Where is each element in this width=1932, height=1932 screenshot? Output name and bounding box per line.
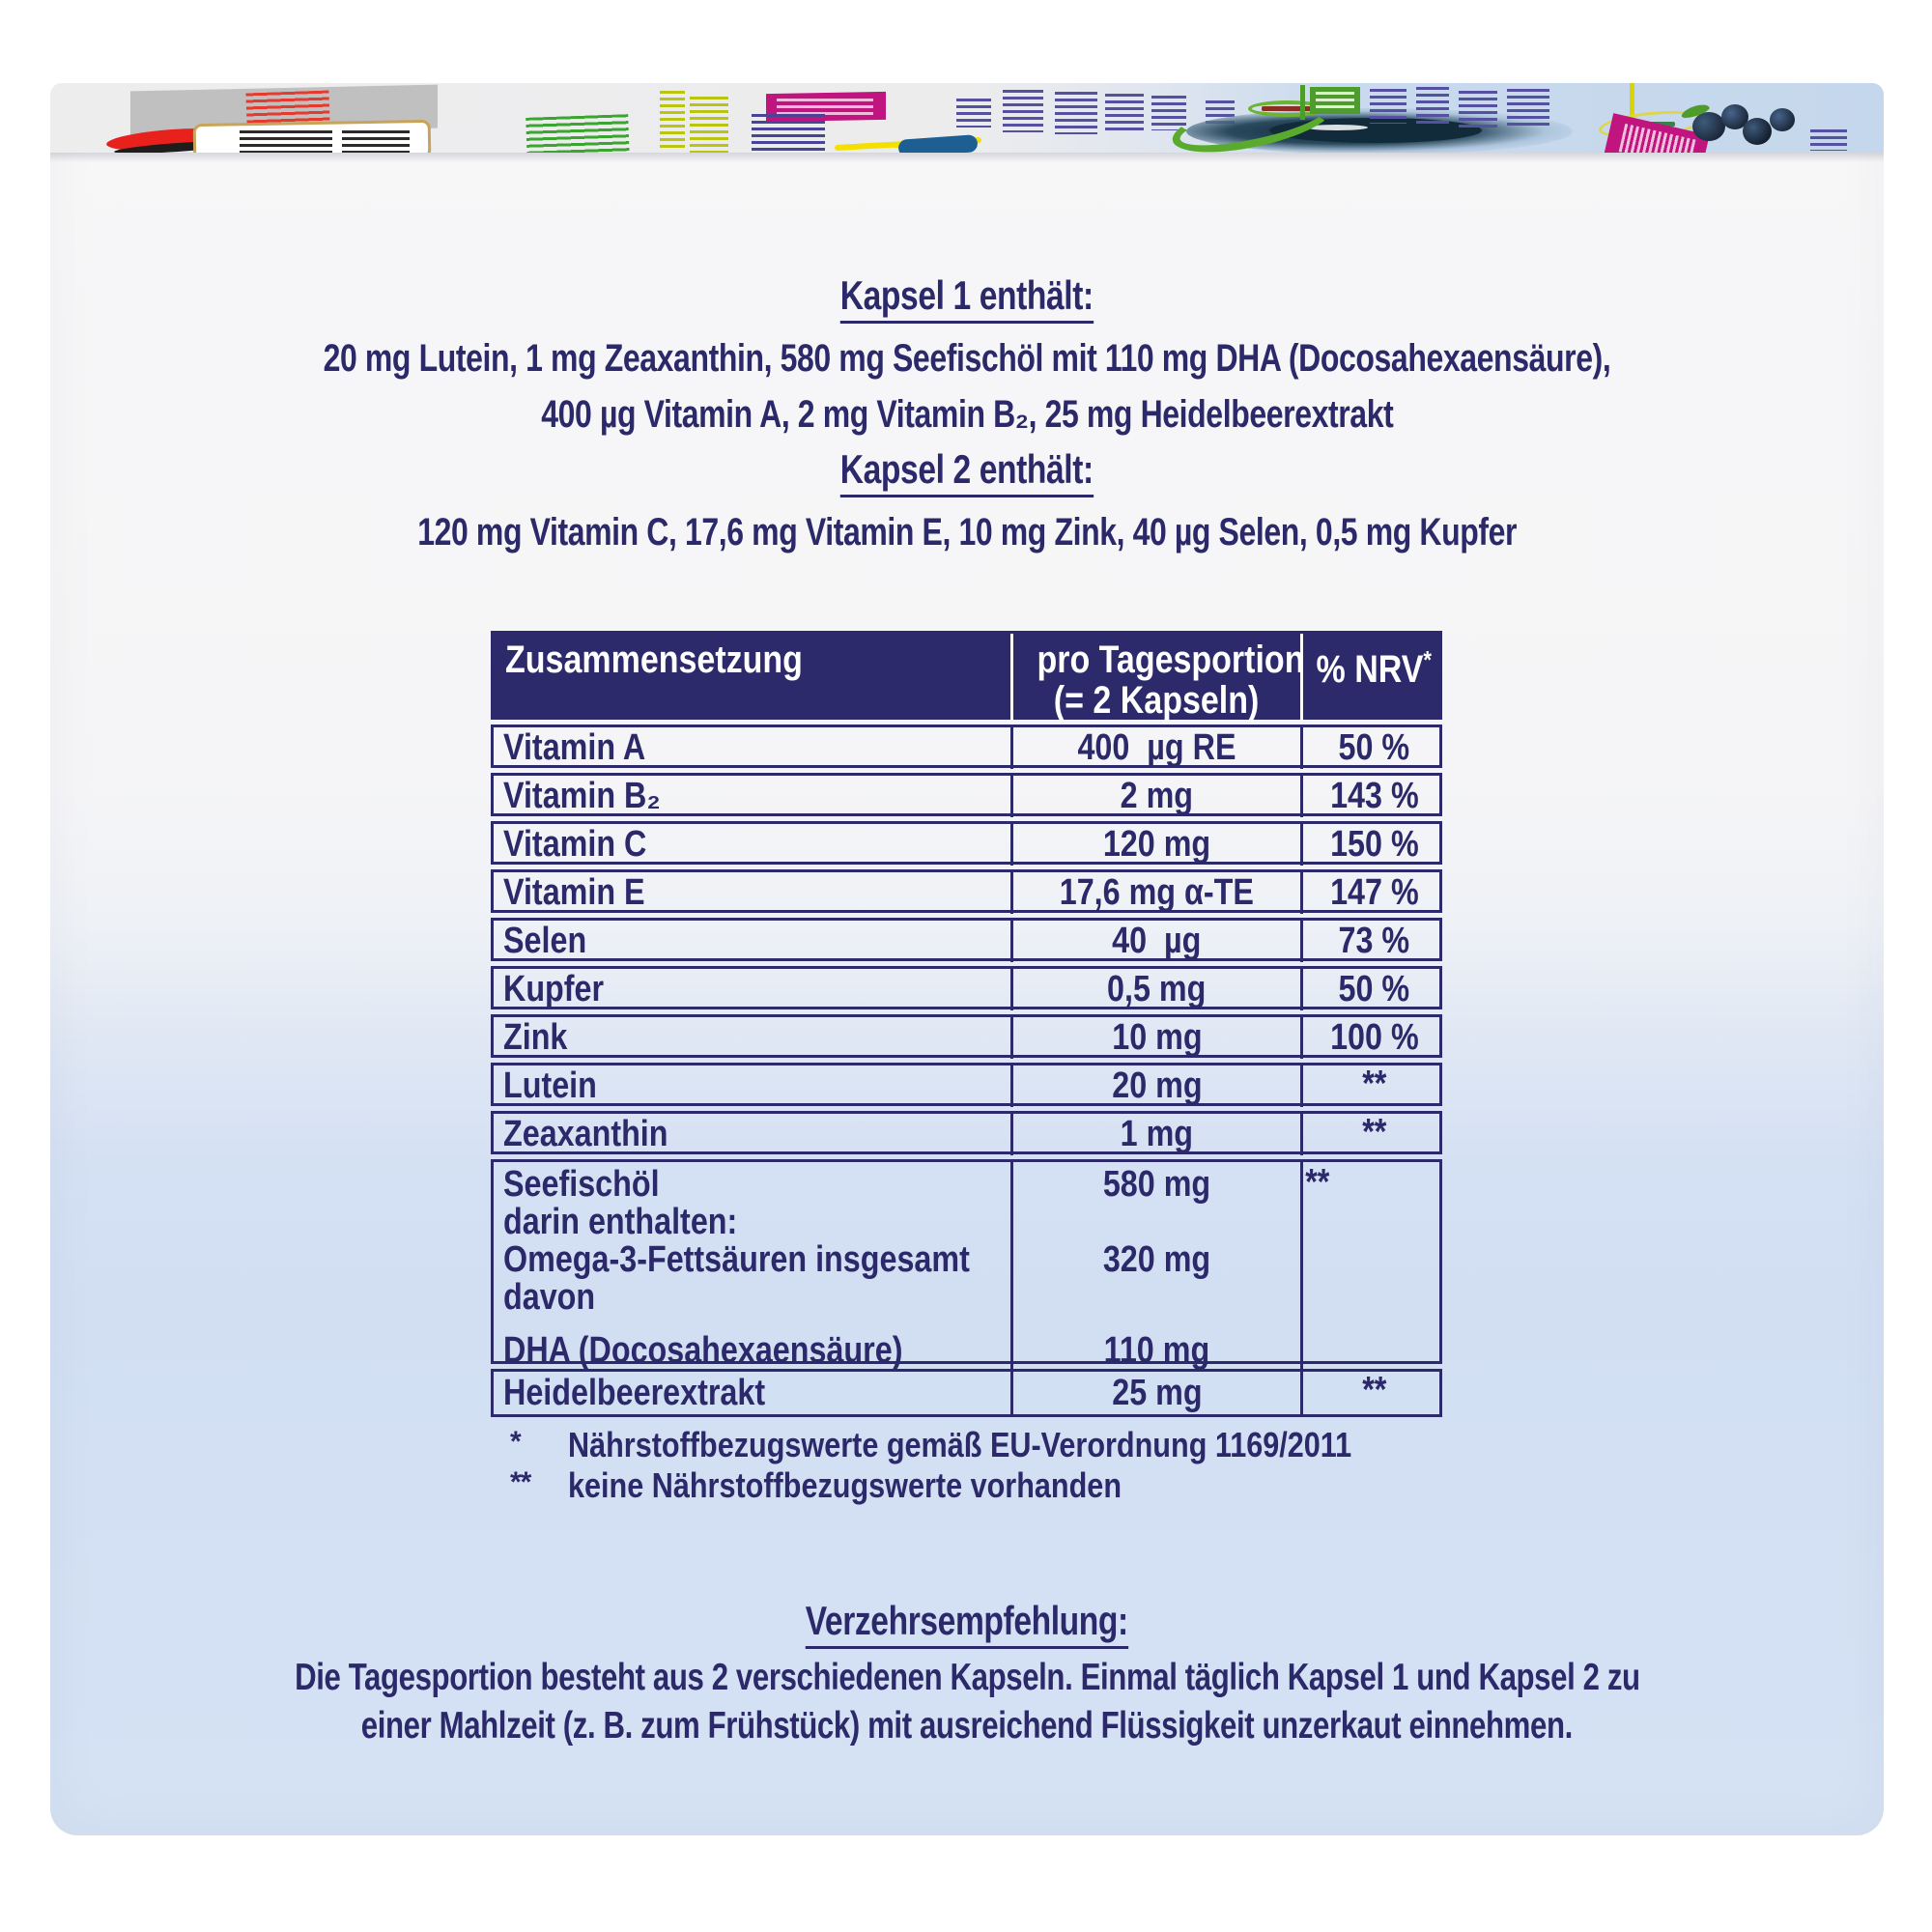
kapsel2-heading-text: Kapsel 2 enthält: [840, 446, 1094, 497]
kapsel1-line2: 400 µg Vitamin A, 2 mg Vitamin B₂, 25 mg Heidelbeerextrakt [540, 393, 1394, 436]
flap-ingredient-text-1 [956, 99, 991, 128]
flap-gold-box-text-2 [342, 130, 410, 153]
table-row-seefischoel-group: Seefischöl darin enthalten: Omega-3-Fettsäuren insgesamt davon DHA (Docosahexaensäure) 580 mg 320 mg 110 mg ** [491, 1159, 1442, 1364]
verzehr-heading-text: Verzehrsempfehlung: [806, 1598, 1128, 1649]
kapsel1-heading [50, 272, 1884, 319]
header-nrv: % NRV* [1300, 634, 1445, 721]
flap-purple-text-block [752, 114, 825, 153]
kapsel1-line1: 20 mg Lutein, 1 mg Zeaxanthin, 580 mg Seefischöl mit 110 mg DHA (Docosahexaensäure), [323, 337, 1611, 380]
flap-fold-shadow [50, 153, 1884, 162]
footnotes [510, 1426, 1490, 1507]
table-row-vitamin-b2: Vitamin B₂ 2 mg 143 % [491, 773, 1442, 816]
verzehr-heading [50, 1598, 1884, 1644]
table-row-selen: Selen 40 µg 73 % [491, 918, 1442, 961]
flap-ingredient-text-5 [1151, 96, 1186, 130]
flap-ingredient-text-2 [1003, 90, 1043, 132]
footnote-marker-1: * [510, 1426, 521, 1458]
table-row-zink: Zink 10 mg 100 % [491, 1014, 1442, 1058]
table-row-lutein: Lutein 20 mg ** [491, 1063, 1442, 1106]
flap-ingredient-text-3 [1055, 92, 1097, 134]
flap-green-logo-text [1316, 92, 1354, 109]
flap-blueberry-1 [1692, 112, 1725, 141]
table-row-heidelbeerextrakt: Heidelbeerextrakt 25 mg ** [491, 1369, 1442, 1417]
flap-red-text [245, 91, 329, 126]
nutrition-table-header [491, 631, 1442, 720]
verzehr-line1: Die Tagesportion besteht aus 2 verschiedenen Kapseln. Einmal täglich Kapsel 1 und Kapsel 2 zu [294, 1657, 1640, 1698]
flap-green-text [526, 114, 630, 153]
footnote-nrv: * Nährstoffbezugswerte gemäß EU-Verordnung 1169/2011 [510, 1425, 1352, 1464]
table-row-kupfer: Kupfer 0,5 mg 50 % [491, 966, 1442, 1009]
flap-green-vline [1300, 85, 1305, 120]
flap-ingredient-text-7 [1370, 89, 1406, 124]
flap-ingredient-text-10 [1507, 89, 1549, 128]
flap-red-bar [1262, 106, 1314, 111]
header-composition: Zusammensetzung [505, 639, 803, 681]
flap-yellowgreen-text-1 [660, 91, 685, 151]
table-row-vitamin-e: Vitamin E 17,6 mg α-TE 147 % [491, 869, 1442, 913]
table-row-vitamin-a: Vitamin A 400 µg RE 50 % [491, 724, 1442, 768]
footnote-no-nrv: ** keine Nährstoffbezugswerte vorhanden [510, 1465, 1122, 1505]
footnote-marker-2: ** [510, 1466, 531, 1498]
flap-blueberry-4 [1770, 108, 1795, 131]
kapsel2-heading [50, 446, 1884, 493]
flap-blueberry-3 [1743, 118, 1772, 145]
flap-ingredient-text-4 [1105, 94, 1144, 132]
flap-magenta-label-text [777, 99, 873, 115]
box-top-flap [50, 83, 1884, 153]
nutrition-table [491, 631, 1442, 1422]
verzehr-line2: einer Mahlzeit (z. B. zum Frühstück) mit ausreichend Flüssigkeit unzerkaut einnehmen. [360, 1705, 1574, 1747]
flap-ingredient-text-11 [1810, 129, 1847, 151]
table-row-vitamin-c: Vitamin C 120 mg 150 % [491, 821, 1442, 865]
header-daily-portion: pro Tagesportion (= 2 Kapseln) [1010, 634, 1300, 721]
table-row-zeaxanthin: Zeaxanthin 1 mg ** [491, 1111, 1442, 1154]
flap-blue-capsule [897, 134, 978, 153]
flap-ingredient-text-8 [1416, 87, 1449, 126]
kapsel1-heading-text: Kapsel 1 enthält: [840, 272, 1094, 324]
flap-gold-box-text-1 [240, 130, 332, 153]
nrv-asterisk: * [1423, 645, 1433, 674]
kapsel2-line1: 120 mg Vitamin C, 17,6 mg Vitamin E, 10 mg Zink, 40 µg Selen, 0,5 mg Kupfer [417, 511, 1517, 554]
flap-yellowgreen-text-2 [690, 97, 728, 153]
flap-ingredient-text-9 [1459, 91, 1497, 128]
